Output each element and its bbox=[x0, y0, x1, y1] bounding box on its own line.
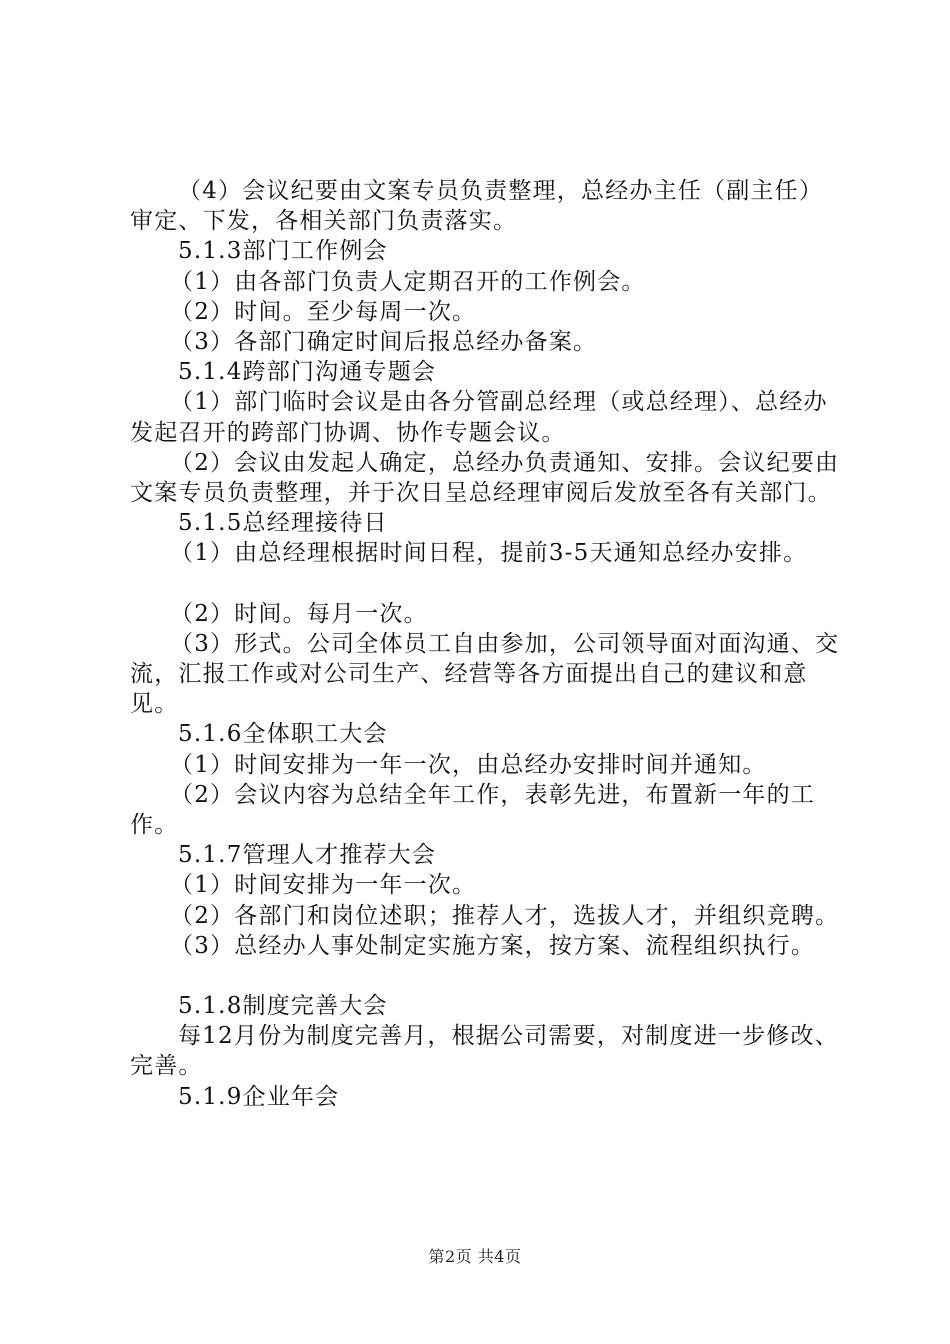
paragraph: （1）由总经理根据时间日程，提前3-5天通知总经办安排。 bbox=[170, 540, 808, 567]
blank-line bbox=[130, 569, 840, 599]
paragraph: （1）部门临时会议是由各分管副总经理（或总经理）、总经办发起召开的跨部门协调、协作专题会议。 bbox=[130, 389, 828, 446]
section-heading: 5.1.5总经理接待日 bbox=[178, 510, 388, 537]
document-body bbox=[130, 176, 840, 1112]
blank-line bbox=[130, 961, 840, 991]
page-footer: 第2页 共4页 bbox=[428, 1247, 522, 1266]
paragraph: （2）时间。每月一次。 bbox=[170, 600, 428, 627]
section-heading: 5.1.9企业年会 bbox=[178, 1083, 340, 1110]
paragraph: （1）时间安排为一年一次。 bbox=[170, 872, 477, 899]
section-heading: 5.1.7管理人才推荐大会 bbox=[178, 842, 437, 869]
paragraph: （2）各部门和岗位述职；推荐人才，选拔人才，并组织竞聘。 bbox=[170, 902, 840, 929]
paragraph: （3）各部门确定时间后报总经办备案。 bbox=[170, 329, 598, 356]
section-heading: 5.1.3部门工作例会 bbox=[178, 238, 388, 265]
paragraph: （3）形式。公司全体员工自由参加，公司领导面对面沟通、交流，汇报工作或对公司生产、经营等各方面提出自己的建议和意见。 bbox=[130, 630, 840, 718]
paragraph: （1）时间安排为一年一次，由总经办安排时间并通知。 bbox=[170, 751, 767, 778]
paragraph: （2）会议内容为总结全年工作，表彰先进，布置新一年的工作。 bbox=[130, 781, 816, 839]
paragraph: （2）时间。至少每周一次。 bbox=[170, 298, 477, 325]
section-heading: 5.1.6全体职工大会 bbox=[178, 721, 388, 748]
section-heading: 5.1.4跨部门沟通专题会 bbox=[178, 359, 437, 386]
paragraph: （2）会议由发起人确定，总经办负责通知、安排。会议纪要由文案专员负责整理，并于次日呈总经理审阅后发放至各有关部门。 bbox=[130, 449, 840, 507]
paragraph: （4）会议纪要由文案专员负责整理，总经办主任（副主任）审定、下发，各相关部门负责落实。 bbox=[130, 178, 824, 235]
section-heading: 5.1.8制度完善大会 bbox=[178, 993, 388, 1020]
paragraph: （3）总经办人事处制定实施方案，按方案、流程组织执行。 bbox=[170, 932, 816, 959]
paragraph: （1）由各部门负责人定期召开的工作例会。 bbox=[170, 268, 646, 295]
paragraph: 每12月份为制度完善月，根据公司需要，对制度进一步修改、完善。 bbox=[130, 1023, 839, 1080]
